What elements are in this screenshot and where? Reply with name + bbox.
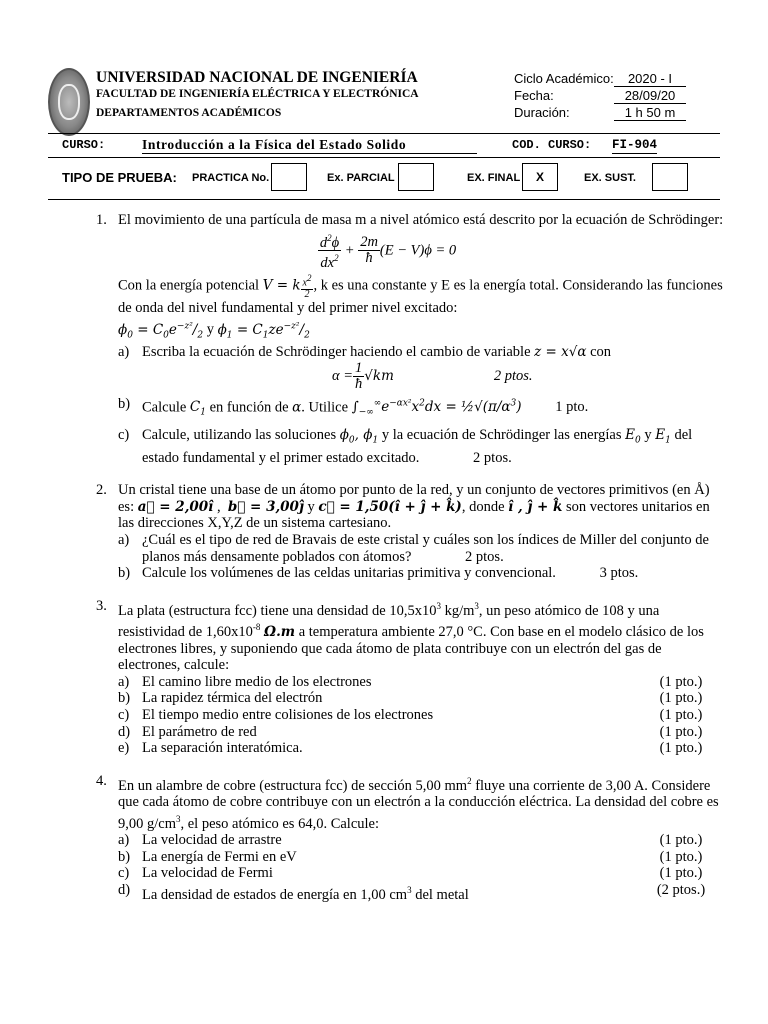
fecha-value: 28/09/20 bbox=[614, 88, 686, 104]
tipo-prueba-label: TIPO DE PRUEBA: bbox=[62, 170, 177, 185]
q3-part-c: c) El tiempo medio entre colisiones de los electrones (1 pto.) bbox=[118, 706, 703, 723]
sust-label: EX. SUST. bbox=[584, 172, 636, 184]
question-3 bbox=[96, 598, 726, 757]
curso-value: Introducción a la Física del Estado Solido bbox=[142, 137, 477, 154]
cod-curso-value: FI-904 bbox=[612, 138, 658, 152]
q4-part-a: a) La velocidad de arrastre (1 pto.) bbox=[118, 832, 703, 849]
q3-text: La plata (estructura fcc) tiene una densidad de $10,5x10^3$ $kg/m^3$, un peso atómico de 108 y una resistividad de $1,60x10^{-8}$ Ω.m a temperatura ambiente 27,0 °C. Con base en el modelo clásico de los electrones libres, y suponiendo que cada átomo de plata contribuye con un electrón del gas de electrones, calcule: bbox=[118, 600, 704, 674]
question-1 bbox=[96, 212, 726, 466]
q3-part-d: d) El parámetro de red (1 pto.) bbox=[118, 723, 703, 740]
q3-part-b: b) La rapidez térmica del electrón (1 pto.) bbox=[118, 690, 703, 707]
duracion-label: Duración: bbox=[514, 105, 570, 120]
question-2 bbox=[96, 482, 726, 582]
university-name: UNIVERSIDAD NACIONAL DE INGENIERÍA bbox=[96, 69, 418, 86]
exam-content bbox=[96, 212, 726, 903]
q3-part-e: e) La separación interatómica. (1 pto.) bbox=[118, 740, 703, 757]
parcial-box bbox=[398, 163, 434, 191]
faculty-name: FACULTAD DE INGENIERÍA ELÉCTRICA Y ELECTRÓNICA bbox=[96, 88, 419, 100]
q4-part-c: c) La velocidad de Fermi (1 pto.) bbox=[118, 865, 703, 882]
department-name: DEPARTAMENTOS ACADÉMICOS bbox=[96, 107, 282, 119]
question-number: 2. bbox=[96, 482, 107, 499]
q1-part-c: c) Calcule, utilizando las soluciones $\phi_0$, $\phi_1$ y la ecuación de Schrödinger las energías $E_0$ y $E_1$ del estado fundamental y el primer estado excitado. 2 ptos. bbox=[118, 427, 693, 466]
q1-potential: Con la energía potencial V = k $\frac{x^2}{2}$ , k es una constante y E es la energía total. Considerando las funciones de onda del nivel fundamental y del primer nivel excitado: bbox=[118, 273, 723, 316]
final-box: X bbox=[522, 163, 558, 191]
parcial-label: Ex. PARCIAL bbox=[327, 172, 395, 184]
q1-intro: El movimiento de una partícula de masa m a nivel atómico está descrito por la ecuación de Schrödinger: bbox=[118, 212, 724, 228]
question-number: 4. bbox=[96, 772, 107, 789]
q2-text: Un cristal tiene una base de un átomo por punto de la red, y un conjunto de vectores primitivos (en Å) es: a⃗ = 2,00î , b⃗ = 3,00ĵ y c⃗ = 1,50(î + ĵ + k̂), donde î , ĵ + k̂ son vectores unitarios en las direcciones X,Y,Z de un sistema cartesiano. bbox=[118, 482, 710, 532]
cod-curso-label: COD. CURSO: bbox=[512, 138, 592, 152]
duracion-value: 1 h 50 m bbox=[614, 105, 686, 121]
q4-part-d: d) La densidad de estados de energía en 1,00 $cm^3$ del metal (2 ptos.) bbox=[118, 881, 706, 903]
curso-label: CURSO: bbox=[62, 138, 106, 152]
university-seal-logo bbox=[48, 68, 90, 136]
practica-label: PRACTICA No. bbox=[192, 172, 270, 184]
q2-part-b: b) Calcule los volúmenes de las celdas unitarias primitiva y convencional. 3 ptos. bbox=[118, 565, 639, 582]
ciclo-label: Ciclo Académico: bbox=[514, 71, 614, 86]
q1-part-b: b) Calcule $C_1$ en función de α. Utilice $\int_{-\infty}^\infty e^{-\alpha x^2}x^2dx$ = $\frac{1}{2}√(\pi/\alpha^3)$ 1 pto. bbox=[118, 395, 589, 418]
curso-divider bbox=[48, 157, 720, 158]
q4-text: En un alambre de cobre (estructura fcc) de sección 5,00 $mm^2$ fluye una corriente de 3,00 A. Considere que cada átomo de cobre contribuye con un electrón a la conducción eléctrica. La densidad del cobre es 9,00 $g/cm^3$, el peso atómico es 64,0. Calcule: bbox=[118, 775, 719, 832]
header-divider bbox=[48, 133, 720, 134]
fecha-label: Fecha: bbox=[514, 88, 554, 103]
ciclo-value: 2020 - I bbox=[614, 71, 686, 87]
sust-box bbox=[652, 163, 688, 191]
q1-wavefunctions: $\phi_0 = C_0e^{-z^2}/_2$ y $\phi_1 = C_1ze^{-z^2}/_2$ bbox=[118, 321, 310, 341]
tipo-divider bbox=[48, 199, 720, 200]
q1-part-a: a) Escriba la ecuación de Schrödinger haciendo el cambio de variable z = x√α con α = $\frac{1}{ħ}$ √km 2 ptos. bbox=[118, 343, 612, 392]
schrodinger-equation: $\frac{d^2\phi}{dx^2}$ + $\frac{2m}{ħ}$ (E − V)ϕ = 0 bbox=[319, 232, 457, 272]
q3-part-a: a) El camino libre medio de los electrones (1 pto.) bbox=[118, 673, 703, 690]
q4-part-b: b) La energía de Fermi en eV (1 pto.) bbox=[118, 848, 703, 865]
final-label: EX. FINAL bbox=[467, 172, 521, 184]
question-4 bbox=[96, 773, 726, 904]
q2-part-a: a) ¿Cuál es el tipo de red de Bravais de este cristal y cuáles son los índices de Miller del conjunto de planos más densamente poblados con átomos? 2 ptos. bbox=[118, 531, 709, 565]
question-number: 3. bbox=[96, 597, 107, 614]
question-number: 1. bbox=[96, 212, 107, 228]
practica-box bbox=[271, 163, 307, 191]
